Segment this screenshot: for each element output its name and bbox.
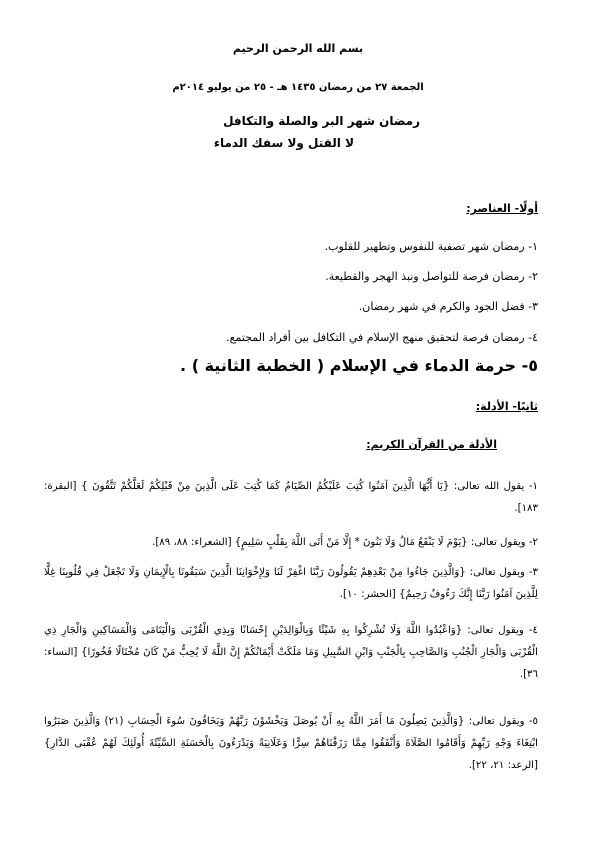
evidence-item: ٥- ويقول تعالى: {وَالَّذِينَ يَصِلُونَ مَا أَمَرَ اللَّهُ بِهِ أَنْ يُوصَلَ وَيَخْشَوْنَ رَبَّهُمْ وَيَخَافُونَ سُوءَ الْحِسَابِ (٢١) وَالَّذِينَ صَبَرُوا ابْتِغَاءَ وَجْهِ رَبِّهِمْ وَأَقَامُوا الصَّلَاةَ وَأَنْفَقُوا مِمَّا رَزَقْنَاهُمْ سِرًّا وَعَلَانِيَةً وَيَدْرَءُونَ بِالْحَسَنَةِ السَّيِّئَةَ أُولَئِكَ لَهُمْ عُقْبَى الدَّارِ} [الرعد: ٢١، ٢٢]. <box>44 716 539 771</box>
list-item: ١- رمضان شهر تصفية للنفوس وتطهير للقلوب. <box>324 240 538 253</box>
evidence-item: ٤- ويقول تعالى: {وَاعْبُدُوا اللَّهَ وَلَا تُشْرِكُوا بِهِ شَيْئًا وَبِالْوَالِدَيْنِ إِحْسَانًا وَبِذِي الْقُرْبَى وَالْيَتَامَى وَالْمَسَاكِينِ وَالْجَارِ ذِي الْقُرْبَى وَالْجَارِ الْجُنُبِ وَالصَّاحِبِ بِالْجَنْبِ وَابْنِ السَّبِيلِ وَمَا مَلَكَتْ أَيْمَانُكُمْ إِنَّ اللَّهَ لَا يُحِبُّ مَنْ كَانَ مُخْتَالًا فَخُورًا} [النساء: ٣٦]. <box>44 625 538 680</box>
list-item: ٥- حرمة الدماء في الإسلام ( الخطبة الثانية ) . <box>180 356 538 375</box>
evidence-item: ١- يقول الله تعالى: {يَا أَيُّهَا الَّذِينَ آمَنُوا كُتِبَ عَلَيْكُمُ الصِّيَامُ كَمَا كُتِبَ عَلَى الَّذِينَ مِنْ قَبْلِكُمْ لَعَلَّكُمْ تَتَّقُونَ } [البقرة: ١٨٣]. <box>44 481 538 514</box>
evidence-item: ٣- ويقول تعالى: {وَالَّذِينَ جَاءُوا مِنْ بَعْدِهِمْ يَقُولُونَ رَبَّنَا اغْفِرْ لَنَا وَلِإِخْوَانِنَا الَّذِينَ سَبَقُونَا بِالْإِيمَانِ وَلَا تَجْعَلْ فِي قُلُوبِنَا غِلًّا لِلَّذِينَ آمَنُوا رَبَّنَا إِنَّكَ رَءُوفٌ رَحِيمٌ} [الحشر: ١٠]. <box>44 567 538 600</box>
quran-evidence-heading: الأدلة من القرآن الكريم: <box>366 438 497 451</box>
section-evidence-heading: ثانيًا- الأدلة: <box>475 400 538 413</box>
evidence-item: ٢- ويقول تعالى: {يَوْمَ لَا يَنْفَعُ مَالٌ وَلَا بَنُونَ * إِلَّا مَنْ أَتَى اللَّهَ بِقَلْبٍ سَلِيمٍ} [الشعراء: ٨٨، ٨٩]. <box>152 537 538 548</box>
sermon-title: رمضان شهر البر والصلة والتكافل <box>223 114 420 128</box>
sermon-subtitle: لا القتل ولا سفك الدماء <box>213 136 354 150</box>
basmala: بسم الله الرحمن الرحيم <box>232 42 364 55</box>
sermon-date: الجمعة ٢٧ من رمضان ١٤٣٥ هـ - ٢٥ من يوليو ٢٠١٤م <box>172 82 424 93</box>
section-elements-heading: أولًا- العناصر: <box>466 202 538 215</box>
list-item: ٢- رمضان فرصة للتواصل ونبذ الهجر والقطيعة. <box>325 270 538 283</box>
list-item: ٤- رمضان فرصة لتحقيق منهج الإسلام في التكافل بين أفراد المجتمع. <box>226 331 538 344</box>
list-item: ٣- فضل الجود والكرم في شهر رمضان. <box>358 300 538 313</box>
